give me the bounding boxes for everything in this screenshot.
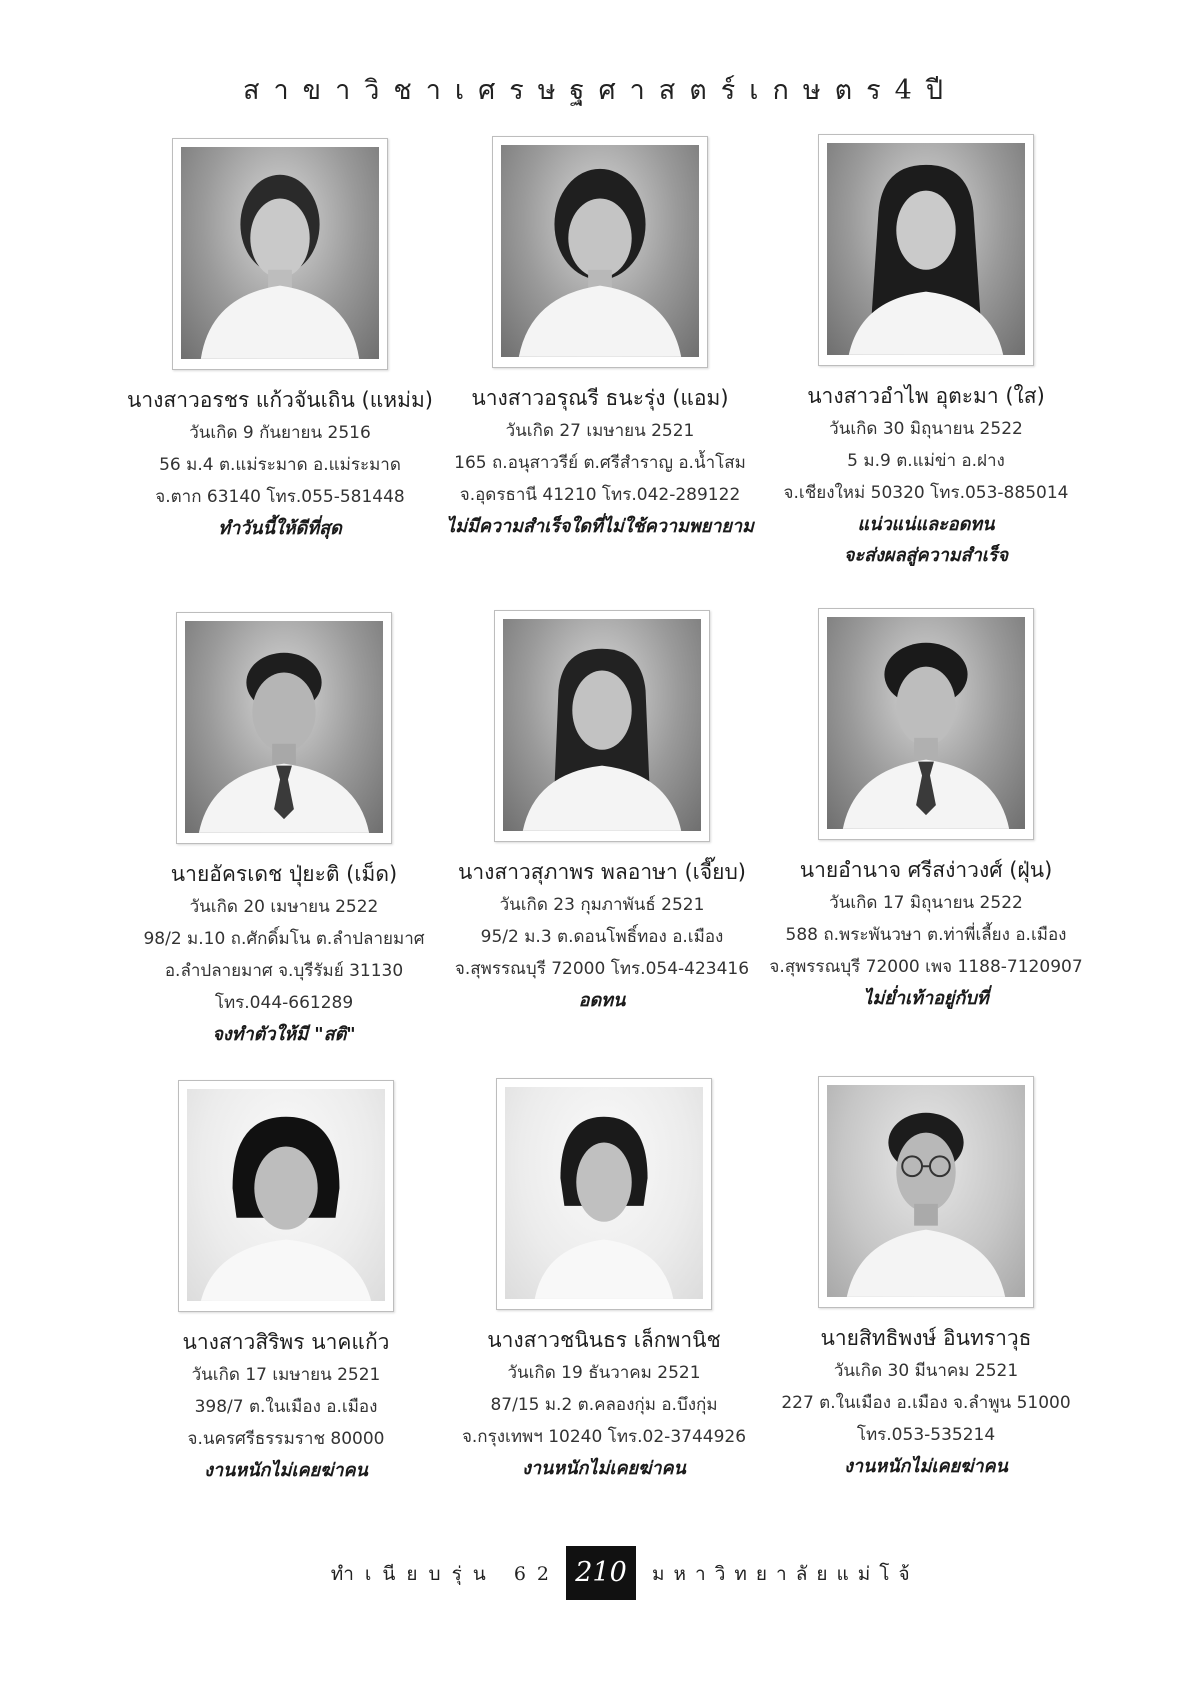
student-address: 398/7 ต.ในเมือง อ.เมือง xyxy=(194,1397,378,1417)
student-motto: ไม่ย่ำเท้าอยู่กับที่ xyxy=(863,988,989,1009)
portrait-female-image xyxy=(501,145,699,357)
student-motto: งานหนักไม่เคยฆ่าคน xyxy=(522,1458,686,1479)
student-motto: งานหนักไม่เคยฆ่าคน xyxy=(204,1460,368,1481)
student-card xyxy=(410,136,790,542)
student-birthday: วันเกิด 9 กันยายน 2516 xyxy=(189,423,371,443)
student-motto: จะส่งผลสู่ความสำเร็จ xyxy=(843,545,1009,566)
student-motto: ทำวันนี้ให้ดีที่สุด xyxy=(218,518,342,539)
student-birthday: วันเกิด 30 มีนาคม 2521 xyxy=(833,1361,1019,1381)
portrait-female-image xyxy=(827,143,1025,355)
student-name: นางสาวสิริพร นาคแก้ว xyxy=(182,1330,390,1354)
student-card xyxy=(736,134,1116,571)
student-address: 5 ม.9 ต.แม่ข่า อ.ฝาง xyxy=(847,451,1005,471)
student-contact: จ.สุพรรณบุรี 72000 เพจ 1188-7120907 xyxy=(769,957,1083,977)
student-name: นางสาวชนินธร เล็กพานิช xyxy=(487,1328,721,1352)
student-motto: ไม่มีความสำเร็จใดที่ไม่ใช้ความพยายาม xyxy=(446,516,754,537)
student-name: นายอำนาจ ศรีสง่าวงศ์ (ฝุ่น) xyxy=(799,858,1053,882)
student-contact: จ.อุดรธานี 41210 โทร.042-289122 xyxy=(459,485,741,505)
student-contact: จ.กรุงเทพฯ 10240 โทร.02-3744926 xyxy=(461,1427,747,1447)
student-name: นางสาวอรุณรี ธนะรุ่ง (แอม) xyxy=(471,386,729,410)
portrait-female-image xyxy=(187,1089,385,1301)
student-address: 588 ถ.พระพันวษา ต.ท่าพี่เลี้ยง อ.เมือง xyxy=(785,925,1067,945)
student-birthday: วันเกิด 30 มิถุนายน 2522 xyxy=(829,419,1023,439)
student-name: นางสาวสุภาพร พลอาษา (เจี๊ยบ) xyxy=(458,860,746,884)
student-name: นางสาวอำไพ อุตะมา (ใส) xyxy=(807,384,1045,408)
student-address: 165 ถ.อนุสาวรีย์ ต.ศรีสำราญ อ.น้ำโสม xyxy=(454,453,746,473)
student-card xyxy=(736,608,1116,1014)
page-number: 210 xyxy=(566,1546,636,1600)
student-contact: โทร.053-535214 xyxy=(856,1425,996,1445)
student-address: 95/2 ม.3 ต.ดอนโพธิ์ทอง อ.เมือง xyxy=(480,927,724,947)
student-photo xyxy=(818,134,1034,366)
student-contact: จ.ตาก 63140 โทร.055-581448 xyxy=(155,487,405,507)
page-title: สาขาวิชาเศรษฐศาสตร์เกษตร4ปี xyxy=(242,75,957,106)
portrait-male-glasses-image xyxy=(827,1085,1025,1297)
student-address: 98/2 ม.10 ถ.ศักดิ์มโน ต.ลำปลายมาศ xyxy=(143,929,425,949)
student-photo xyxy=(492,136,708,368)
student-name: นายอัครเดช ปุ่ยะติ (เม็ด) xyxy=(170,862,398,886)
student-card xyxy=(412,610,792,1016)
student-motto: จงทำตัวให้มี "สติ" xyxy=(212,1024,356,1045)
student-address: 56 ม.4 ต.แม่ระมาด อ.แม่ระมาด xyxy=(159,455,401,475)
portrait-female-image xyxy=(181,147,379,359)
student-photo xyxy=(818,608,1034,840)
student-motto: แน่วแน่และอดทน xyxy=(857,514,995,535)
student-birthday: วันเกิด 17 เมษายน 2521 xyxy=(191,1365,381,1385)
student-address: 227 ต.ในเมือง อ.เมือง จ.ลำพูน 51000 xyxy=(781,1393,1071,1413)
student-birthday: วันเกิด 17 มิถุนายน 2522 xyxy=(829,893,1023,913)
portrait-female-image xyxy=(505,1087,703,1299)
student-card xyxy=(736,1076,1116,1482)
student-name: นางสาวอรชร แก้วจันเถิน (แหม่ม) xyxy=(127,388,433,412)
student-address: 87/15 ม.2 ต.คลองกุ่ม อ.บึงกุ่ม xyxy=(490,1395,718,1415)
student-birthday: วันเกิด 20 เมษายน 2522 xyxy=(189,897,379,917)
student-photo xyxy=(178,1080,394,1312)
footer-yearbook-label: ทำเนียบรุ่น 62 xyxy=(330,1563,560,1585)
portrait-male-image xyxy=(185,621,383,833)
footer-university-label: มหาวิทยาลัยแม่โจ้ xyxy=(652,1563,919,1585)
student-motto: อดทน xyxy=(578,990,626,1011)
student-birthday: วันเกิด 23 กุมภาพันธ์ 2521 xyxy=(499,895,705,915)
student-contact: จ.สุพรรณบุรี 72000 โทร.054-423416 xyxy=(454,959,750,979)
student-birthday: วันเกิด 19 ธันวาคม 2521 xyxy=(507,1363,701,1383)
portrait-male-image xyxy=(827,617,1025,829)
student-name: นายสิทธิพงษ์ อินทราวุธ xyxy=(820,1326,1032,1350)
student-motto: งานหนักไม่เคยฆ่าคน xyxy=(844,1456,1008,1477)
student-contact: จ.เชียงใหม่ 50320 โทร.053-885014 xyxy=(783,483,1069,503)
student-photo xyxy=(818,1076,1034,1308)
student-photo xyxy=(176,612,392,844)
student-birthday: วันเกิด 27 เมษายน 2521 xyxy=(505,421,695,441)
page-footer xyxy=(0,1546,1200,1600)
student-photo xyxy=(172,138,388,370)
student-contact: โทร.044-661289 xyxy=(214,993,354,1013)
student-photo xyxy=(496,1078,712,1310)
student-contact: จ.นครศรีธรรมราช 80000 xyxy=(187,1429,385,1449)
student-address: อ.ลำปลายมาศ จ.บุรีรัมย์ 31130 xyxy=(164,961,404,981)
portrait-female-image xyxy=(503,619,701,831)
student-photo xyxy=(494,610,710,842)
